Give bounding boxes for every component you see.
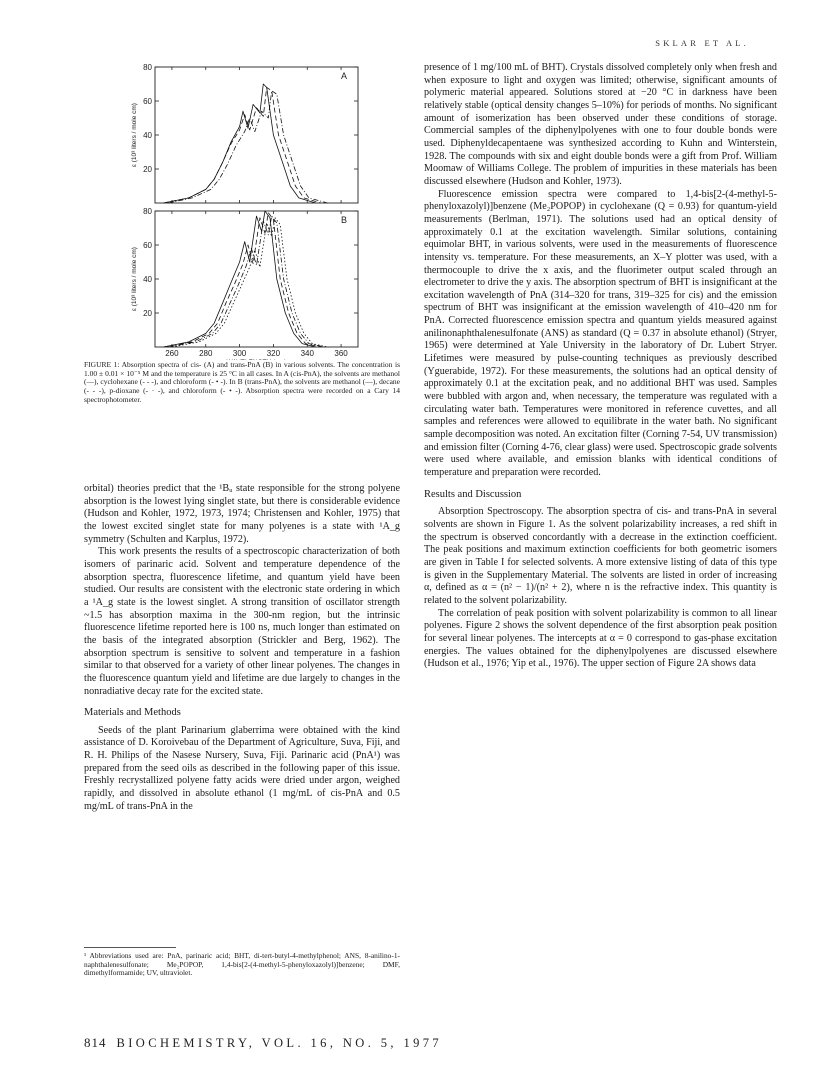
x-tick-label: 280 bbox=[199, 349, 213, 358]
x-tick-label: 340 bbox=[300, 349, 314, 358]
page-number: 814 bbox=[84, 1035, 107, 1050]
y-axis-label: ε (10³ liters / mole cm) bbox=[131, 247, 138, 311]
panel-label: A bbox=[340, 71, 348, 81]
running-head: SKLAR ET AL. bbox=[655, 38, 749, 48]
x-tick-label: 300 bbox=[232, 349, 247, 358]
right-column bbox=[424, 62, 777, 671]
y-tick-label: 80 bbox=[143, 207, 152, 216]
spectrum-line bbox=[164, 211, 316, 347]
paragraph: Absorption Spectroscopy. The absorption spectra of cis- and trans-PnA in several solvents are shown in Figure 1. As the solvent polarizability increases, a red shift in the spectrum is observed concordantly with a decrease in the extinction coefficient. The peak positions and maximum extinction coefficients for both geometric isomers are given in Table I for selected solvents. A more extensive listing of data of this type is given in the Supplementary Material. The solvents are listed in order of increasing α, defined as α = (n² − 1)/(n² + 2), where n is the refractive index. This quantity is related to the solvent polarizability. bbox=[424, 506, 777, 606]
x-tick-label: 320 bbox=[266, 349, 281, 358]
paragraph: The correlation of peak position with solvent polarizability is common to all linear polyenes. Figure 2 shows the solvent dependence of the first absorption peak position for several linear polyenes. The intercepts at α = 0 correspond to gas-phase excitation energies. The values obtained for the diphenylpolyenes are discussed elsewhere (Hudson et al., 1976; Yip et al., 1976). The upper section of Figure 2A shows data bbox=[424, 607, 777, 670]
y-tick-label: 60 bbox=[143, 97, 152, 106]
spectrum-line bbox=[164, 87, 321, 203]
spectrum-line bbox=[169, 91, 328, 203]
section-heading: Materials and Methods bbox=[84, 707, 181, 719]
paragraph: Fluorescence emission spectra were compared to 1,4-bis[2-(4-methyl-5-phenyloxazolyl)]benzene (Me₂POPOP) in cyclohexane (Q = 0.93) for quantum-yield measurements (Berlman, 1971). The solutions used had an optical density of approximately 0.1 at the excitation wavelength. Similar solutions, containing equimolar BHT, in various solvents, were used in the measurements of fluorescence intensity vs. temperature. For these measurements, an X–Y plotter was used, with a thermocouple to drive the x axis, and the fluorimeter output scaled through an electrometer to drive the y axis. The absorption spectrum of BHT is insignificant at the excitation wavelength of PnA (314–320 for trans, 319–325 for cis) and the emission spectrum of BHT was insignificant at the emission wavelength of 410–420 nm for PnA. Corrected fluorescence emission spectra and quantum yields measured against anilinonaphthalenesulfonate (ANS) as standard (Q = 0.37 in absolute ethanol) (Stryer, 1965) were determined at Yale University in the laboratory of Dr. Lubert Stryer. Lifetimes were measured by pulse-counting techniques as previously described (Yguerabide, 1972). For these measurements, the solutions had an optical density of approximately 0.1 at the excitation peak, and no additional BHT was used. Samples were bubbled with argon and, when necessary, the temperature was regulated with a circulating water bath. Temperatures were monitored in reference cuvettes, and all samples and references were allowed to equilibrate in the water bath. No significant sample decomposition was noted. An excitation filter (Corning 7-54, UV transmission) and emission filter (Corning 4-76, clear glass) were used. Spectroscopic grade solvents were used where available, and emission blanks with identical conditions of temperature and preparation were recorded. bbox=[424, 188, 777, 478]
footnote: ¹ Abbreviations used are: PnA, parinaric acid; BHT, di-tert-butyl-4-methylphenol; ANS, 8-anilino-1-naphthalenesulfonate; Me₂POPOP, 1,4-bis[2-(4-methyl-5-phenyloxazolyl)]benzene; DMF, dimethylformamide; UV, ultraviolet. bbox=[84, 951, 400, 978]
plot-frame bbox=[155, 211, 358, 347]
page-footer bbox=[84, 1035, 442, 1051]
journal-citation: BIOCHEMISTRY, VOL. 16, NO. 5, 1977 bbox=[116, 1036, 443, 1050]
footnote-rule bbox=[84, 947, 176, 948]
spectrum-line bbox=[172, 218, 328, 347]
y-axis-label: ε (10³ liters / mole cm) bbox=[131, 103, 138, 167]
left-column bbox=[84, 483, 400, 813]
x-tick-label: 360 bbox=[334, 349, 348, 358]
x-tick-label: 260 bbox=[165, 349, 179, 358]
paragraph: Seeds of the plant Parinarium glaberrima were obtained with the kind assistance of D. Koroivebau of the Department of Agriculture, Suva, Fiji, and R. H. Philips of the Nasese Nursery, Suva, Fiji. Parinaric acid (PnA¹) was prepared from the seed oils as described in the following paper of this issue. Freshly recrystallized polyene fatty acids were dried under argon, weighed rapidly, and dissolved in absolute ethanol (1 mg/mL of cis-PnA and 0.5 mg/mL of trans-PnA in the bbox=[84, 724, 400, 812]
spectrum-line bbox=[164, 213, 321, 347]
spectrum-line bbox=[169, 216, 325, 347]
y-tick-label: 60 bbox=[143, 241, 152, 250]
y-tick-label: 40 bbox=[143, 131, 152, 140]
figure-caption: FIGURE 1: Absorption spectra of cis- (A) and trans-PnA (B) in various solvents. The concentration is 1.00 ± 0.01 × 10⁻⁵ M and the temperature is 25 °C in all cases. In A (cis-PnA), the solvents are methanol (—), cyclohexane (- - -), and chloroform (- • -). In B (trans-PnA), the solvents are methanol (—), decane (- - -), p-dioxane (- · -), and chloroform (- • -). Absorption spectra were recorded on a Cary 14 spectrophotometer. bbox=[84, 360, 400, 404]
paragraph: presence of 1 mg/100 mL of BHT). Crystals dissolved completely only when fresh and when exposure to light and oxygen was limited; otherwise, significant amounts of polymeric material appeared. Solutions stored at −20 °C in darkness have been relatively stable (optical density changes 5–10%) for periods of months. No significant amount of isomerization has been observed under these conditions of storage. Commercial samples of the diphenylpolyenes with one to four double bonds were used. Diphenyldecapentaene was synthesized according to Kuhn and Winterstein, 1928. The compounds with six and eight double bonds were a gift from Prof. William Moomaw of Williams College. The problem of impurities in these materials has been discussed elsewhere (Hudson and Kohler, 1973). bbox=[424, 62, 777, 187]
panel-label: B bbox=[340, 215, 348, 225]
y-tick-label: 40 bbox=[143, 275, 152, 284]
y-tick-label: 20 bbox=[143, 309, 152, 318]
plot-frame bbox=[155, 67, 358, 203]
paragraph: This work presents the results of a spectroscopic characterization of both isomers of parinaric acid. Solvent and temperature dependence of the absorption spectra, fluorescence lifetime, and quantum yield have been studied. Our results are consistent with the electronic state ordering in which a ¹A_g state is the lowest singlet. A strong transition of oscillator strength ~1.5 has absorption maxima in the 300-nm region, but the intrinsic fluorescence lifetime reported here is 100 ns, much longer than estimated on the basis of the integrated absorption (Strickler and Berg, 1962). The absorption spectrum is sensitive to solvent and temperature in a fashion similar to that observed for a variety of other linear polyenes. The changes in the fluorescence quantum yield and lifetime are due largely to changes in the nonradiative decay rate for the excited state. bbox=[84, 546, 400, 697]
spectrum-line bbox=[164, 84, 316, 203]
y-tick-label: 20 bbox=[143, 165, 152, 174]
panel-a bbox=[131, 63, 358, 203]
section-heading: Results and Discussion bbox=[424, 488, 522, 500]
figure-1-spectra bbox=[130, 55, 400, 360]
y-tick-label: 80 bbox=[143, 63, 152, 72]
paragraph: orbital) theories predict that the ¹Bᵤ state responsible for the strong polyene absorption is the lowest lying singlet state, but there is considerable evidence (Hudson and Kohler, 1972, 1973, 1974; Christensen and Kohler, 1975) that the lowest excited singlet state for many polyenes is a state with ¹A_g symmetry (Schulten and Karplus, 1972). bbox=[84, 483, 400, 545]
panel-b bbox=[131, 207, 358, 360]
